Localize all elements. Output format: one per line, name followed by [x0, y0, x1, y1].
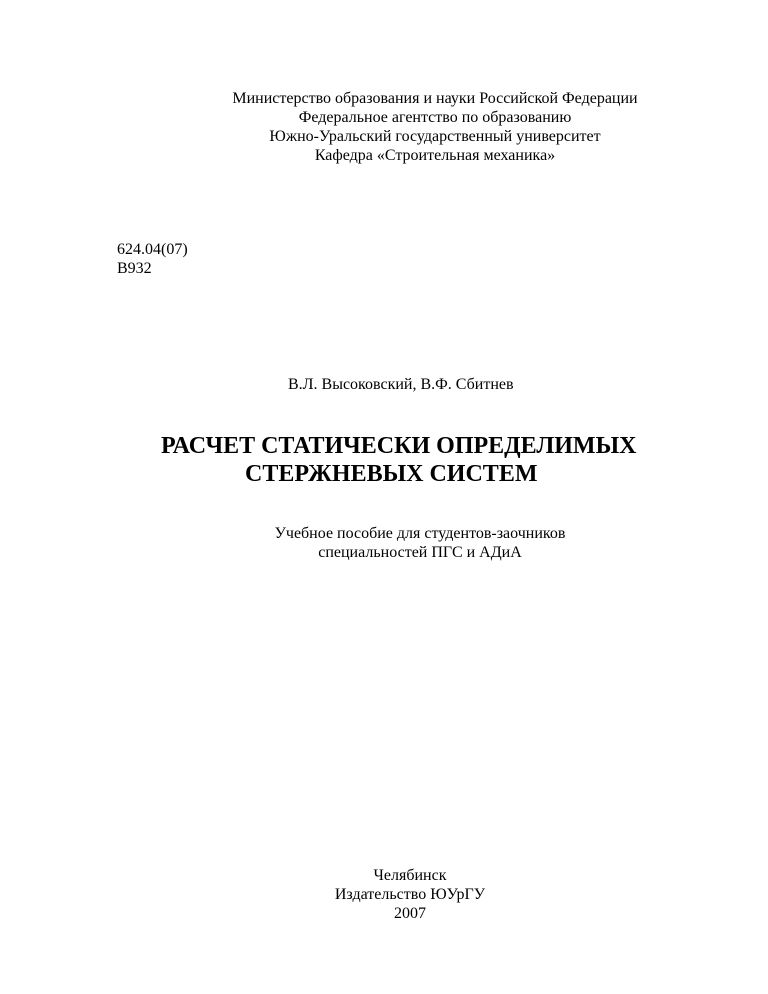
classification-block	[117, 240, 188, 278]
imprint-city: Челябинск	[373, 867, 447, 884]
subtitle-line-2: специальностей ПГС и АДиА	[318, 544, 522, 561]
title-line-1: РАСЧЕТ СТАТИЧЕСКИ ОПРЕДЕЛИМЫХ	[161, 433, 637, 459]
ministry-line: Министерство образования и науки Российской Федерации	[232, 90, 638, 107]
university-line: Южно-Уральский государственный университет	[269, 128, 601, 145]
subtitle-line-1: Учебное пособие для студентов-заочников	[274, 525, 566, 542]
document-title	[155, 432, 695, 488]
title-line-2: СТЕРЖНЕВЫХ СИСТЕМ	[245, 461, 538, 487]
agency-line: Федеральное агентство по образованию	[298, 109, 572, 126]
imprint-publisher: Издательство ЮУрГУ	[334, 886, 486, 903]
authors: В.Л. Высоковский, В.Ф. Сбитнев	[288, 376, 514, 393]
udc-code: 624.04(07)	[117, 241, 188, 258]
imprint	[300, 866, 520, 923]
document-subtitle	[220, 524, 620, 562]
department-line: Кафедра «Строительная механика»	[314, 147, 556, 164]
institution-header	[180, 89, 690, 165]
imprint-year: 2007	[394, 905, 426, 922]
author-code: В932	[117, 260, 152, 277]
